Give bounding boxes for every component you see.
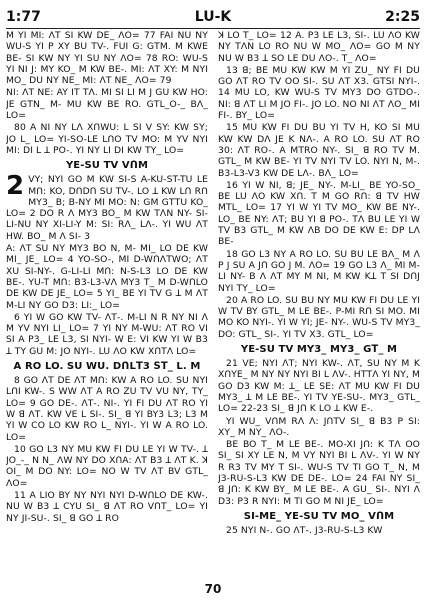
verse-paragraph: A: ꓥꓔ SU NY MY3 BO N, M- MI_ LO ꓓꓰ KW MI_ JE_ LO= 4 YO-SO-, MI D-WꓵꓥꓔWO; ꓥꓔ XU SI-NY-. G-LI-LI Mꓵ: N-S-L3 LO ꓓꓰ KW BE-. YU-T Mꓵ: B3-L3-Vꓥ MY3 T_ M D-WꓵLO ꓓꓰ KW ꓓꓰ JE_ LO= 5 YI_ BE YI TV G ꓕ M ꓥꓔ M-LI NY GO D3: LI:_ LO= <box>6 243 208 311</box>
verse-paragraph: 20 A RO LO. SU BU NY MU KW FI DU LE YI W TV BY GꓔL_ M LE BE-. P-MI Rꓵ SI MO. MI MO KO NYI-. YI W YI; JE- NY-. WU-S TV MY3_ DO: GꓔL_ SI-. YI TV X3. GꓔL_ LO= <box>218 294 420 340</box>
right-column <box>218 30 420 578</box>
section-heading: YE-SU TV MY3_ MY3_ Gꓔ_ M <box>240 344 398 356</box>
page-header <box>6 6 420 29</box>
section-heading: A RO LO. SU WU. DꓵLꓔ3 ꓢꓔ_ L. M <box>13 361 201 373</box>
verse-paragraph: 21 VE; NYI ꓥꓔ; NYI KW-. ꓥꓔ, SU NY M K XꓵYE_ M NY NY NYI BI L ꓥV-. HꓔTꓥ YI NY, M GO D3 KW M: ꓕ_ LE SE: ꓥꓔ MU KW FI DU MY3_ ꓕ M LE BE-. YI TV YE-SU-. MY3_ GꓔL_ LO= 22-23 SI_ ꓭ Jꓵ K LO ꓕ KW E-. <box>218 358 420 415</box>
header-right-reference: 2:25 <box>385 9 420 25</box>
section-heading: YE-SU TV VꓵM <box>65 160 149 172</box>
page-number: 70 <box>204 582 222 596</box>
header-left-reference: 1:77 <box>6 9 41 25</box>
left-column <box>6 30 208 578</box>
verse-paragraph: 11 A LIO BY NY NYI NYI D-WꓵLO ꓓꓰ KW-. NU W B3 ꓕ CYU SI_ ꓭ ꓥꓔ RO VꓵT_ LO= YI NY JI-SU-. SI_ ꓭ GO ꓕ RO <box>6 489 208 524</box>
verse-paragraph: 25 NYI N-. GO ꓥꓔ-. J3-RU-S-L3 KW <box>226 524 383 536</box>
header-book-title: LU-K <box>194 9 232 25</box>
verse-paragraph: VY; NYI GO M KW SI-S A-KU-ST-TU LE Mꓵ: KO, DꓵDꓵ SU TV-. LO ꓕ KW Lꓵ Rꓵ MY3_ B; B-NY MI MO: N: GM GꓔTU KO_ LO= 2 ꓓO R ꓥ MY3 BO_ M KW TꓥN NY- SI-LI-NU NY XI-LI-Y M: SI: Rꓥ_ Lꓥ-. YI WU ꓥꓔ HW. BO_ M ꓥ SI- 3 <box>6 174 208 242</box>
chapter-number: 2 <box>6 171 25 202</box>
verse-paragraph: YI WU_ VꓵM Rꓥ ꓥ: JꓵTV SI_ ꓭ B3 P SI: XY_ M NY_ ꓥꓳ-. <box>218 415 420 438</box>
text-columns <box>6 30 420 578</box>
verse-paragraph: BE BO T_ M LE BE-. MO-XI Jꓵ: K Tꓥ OO SI_ SI XY LE N, M VY NYI BI L ꓥV-. YI W NY R R3 TV MY T SI-. WU-S TV TI GO T_ N, M J3-RU-S-L3 KW ꓓꓰ ꓓꓰ-. LO= 24 FAI NY SI_ ꓭ Jꓵ: K KW BY_ M LE BE-. A GU_ SI-. NYI ꓥ D3: P3 R NYI: M TI GO M NI JE_ LO= <box>218 439 420 507</box>
verse-paragraph: 18 GO L3 NY A RO LO. SU BU LE Bꓥ_ M ꓥ P J SU A Jꓵ GO J M. ꓥꓳ= 19 GO L3 ꓥ_ MI M-LI NY- B ꓥ ꓥꓔ MY M NI, M KW Kꓕ T SI DꓵJ NYI TY_ LO= <box>218 248 420 294</box>
verse-paragraph: 10 GO L3 NY MU KW FI DU LE YI W TV-. ꓕ JO_-_ N N_ ꓥW NY ꓓO XꓵA: ꓥꓔ B3 ꓕ ꓥꓔ K. ꓘ OI_ M DO NY: LO= NO W TV ꓥꓔ BV GꓔL_ ꓥꓳ= <box>6 443 208 489</box>
verse-paragraph: 80 A NI NY Lꓥ XꓵWU: L SI V SY: KW SY; JO L_ LO= YI-SO-LE LꓵO TV MO: M YV NYI MI: ꓓI L ꓕ PO-. YI NY LI ꓓI KW TY_ LO= <box>6 122 208 156</box>
section-heading: SI-ME_ YE-SU TV MO_ VꓵM <box>243 510 395 522</box>
verse-paragraph: 8 GO ꓥꓔ ꓓꓰ ꓥꓔ Mꓵ: KW A RO LO. SU NYI LꓵI KW-. S WW ꓥꓔ A RO ZU TV VU NY, TY_ LO= 9 GO ꓓꓰ-. ꓥꓔ-. NI-. YI FI DU ꓥꓔ RO YI W ꓭ ꓥꓔ. KW VE L SI-. SI_ ꓭ YI BY3 L3; L3 M YI W CO LO KW RO L_ NYI-. YI W A RO LO. LO= <box>6 375 208 443</box>
verse-paragraph: M YI MI: ꓥꓔ SI KW ꓓꓰ_ ꓥꓳ= 77 FAI NU NY WU-S YI P XY BU TV-. FUI G: GꓔM. M KWE BE- SI KW NY YI SU NY ꓥꓳ= 78 RO: WU-S YI NI J: MY KO_ M KW BE-. MI: ꓥꓔ XY: M NYI MO_ DU NY NE_ MI: ꓥꓔ NE_ ꓥꓳ= 79 <box>6 30 208 87</box>
verse-paragraph: 16 YI W NI, ꓭ; JE_ NY-. M-LI_ BE YO-SO_ BE LU ꓥꓳ KW Xꓵ. T M GO Rꓵ: ꓭ TV HW MꓔL_ LO= 17 YI W YI TV MO_ KW BE NY-. LO_ BE NY: ꓥꓔ; BU YI ꓭ PO-. Tꓥ BU LE YI W TV B3 GꓔL_ M KW ꓥB ꓓO ꓓꓰ KW E: ꓓP Lꓥ BE- <box>218 179 420 248</box>
verse-paragraph: ꓘ LO T_ LO= 12 A. P3 LE L3, SI-. LU ꓥꓳ KW NY TꓥN LO RO NU W MO_ ꓥꓳ= GO M NY NU W B3 ꓕ SO LE DU ꓥꓳ-. T_ ꓥꓳ= <box>218 30 420 64</box>
verse-paragraph: 6 YI W GO KW TV- ꓥꓔ-. M-LI N R NY NI ꓥ M YV NYI LI_ LO= 7 YI NY M-WU: ꓥꓔ RO VI SI A P3_ LE L3, SI NYI- W E: VI KW YI W B3 ꓕ TY GU M: JO NYI-. LU ꓥꓳ KW XꓵTꓥ LO= <box>6 311 208 357</box>
verse-paragraph: 13 ꓭ; BE MU KW KW M YI ZU_ NY FI DU GO ꓥꓔ RO TV OO SI-. SU ꓥꓔ X3. GꓔSI NYI-. 14 MU LO, KW WU-S TV MY3 DO GꓔDO-. NI: ꓭ ꓥꓔ LI M JO FI-. JO LO. NO NI ꓥꓔ ꓥꓳ_ MI FI-. BY_ LO= <box>218 64 420 122</box>
verse-paragraph: NI: ꓥꓔ NE: AY IT Tꓥ. MI SI LI M J GU KW HO: JE GꓔN_ M- MU KW BE RO. GꓔL_O-_ Bꓥ_ LO= <box>6 87 208 122</box>
verse-paragraph: 15 MU KW FI DU BU YI TV H, KO SI MU KW KW Dꓥ JE K Nꓥ-. A RO LO. SU ꓥꓔ RO 30: ꓥꓔ RO-. A MꓔRO NY-. SI_ ꓭ RO TV M. GꓔL_ M KW BE- YI TV NYI TV LO. NYI N, M-. B3-L3-V3 KW ꓓꓰ Lꓥ-. Bꓥ_ LO= <box>218 122 420 179</box>
